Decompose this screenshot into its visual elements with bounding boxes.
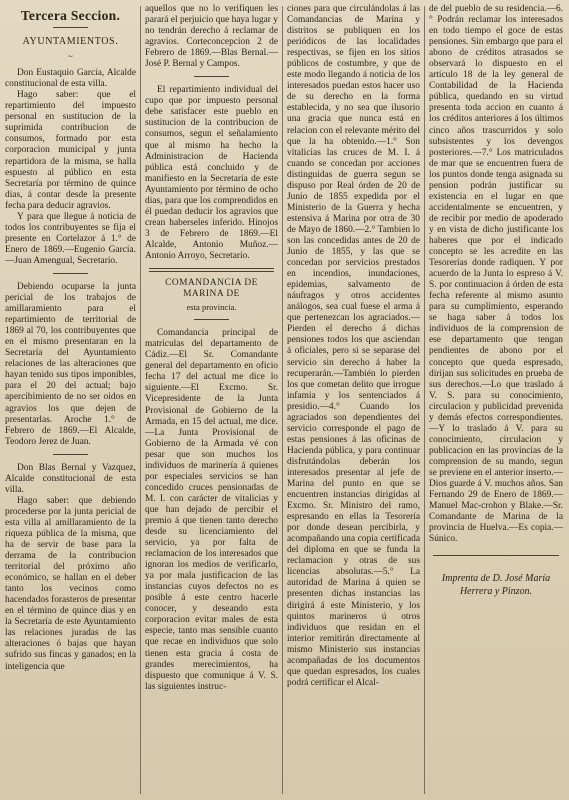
notice-body: de del pueblo de su residencia.—6.° Podrán reclamar los interesados en todo tiempo el goce de estas pensiones. Sin embargo que para el abono de créditos atrasados se observará lo dispuesto en el artículo 18 de la ley general de Contabilidad de la Hacienda pública, quedando en su virtud presenta toda accion en cuanto á los créditos anteriores á los últimos cinco años trascurridos y solo subsistentes y los devengos posteriores.—7.° Los matriculados de mar que se encuentren fuera de los puntos donde tenga asignada su pension podrán justificar su existencia en el lugar en que accidentalmente se encuentren, y de recibir por medio de apoderado y en vista de dicho justificante los haberes que por el indicado concepto se les acredite en las Tesorerías donde radiquen. Y por acuerdo de la Junta lo espreso á V. S. por continuacion á órden de esta fecha referente al mismo asunto para su cumplimiento, esperando se haga saber á todos los individuos de la comprension de ese departamento que tengan pendientes de abono por el concepto que queda espresado, dirijan sus solicitudes en prueba de sus derechos.—Lo que traslado á V. S. para su conocimiento, circulacion y publicidad prevenida y demás efectos correspondientes.—Y lo traslado á V. para su conocimiento, circulacion y publicacion en las provincias de la comprension de su mando, segun se previene en el anterior inserto.—Dios guarde á V. muchos años. San Fernando 29 de Enero de 1869.—Manuel Mac-crohon y Blake.—Sr. Comandante de Marina de la provincia de Huelva.—Es copia.—Súnico. xyxy=(429,4,563,545)
imprint-line: Imprenta de D. José María xyxy=(441,573,551,585)
notice-body: ciones para que circulándolas á las Comandancias de Marina y distritos se publiquen en los periódicos de las localidades respectivas, se fijen en los sitios públicos de costumbre, y que de este modo llegando á noticia de los interesados puedan estos hacer uso de su derecho en la forma establecida, y no sea que ilusorio una gracia que nunca está en relacion con el relevante mérito del que la ha obtenido.—1.° Son vitalicias las cruces de M. I. á cuando se concedan por acciones distinguidas de guerra segun se dispuso por Real órden de 20 de Junio de 1855 expedida por el Ministerio de la Guerra y hecha estensiva á Marina por otra de 30 de Mayo de 1860.—2.° Tambien lo son las concedidas antes de 20 de Junio de 1855, y las que se concedan por servicios prestados en incendios, inundaciones, epidemias, salvamento de náufragos y otros accidentes análogos, sea cual fuese el arma á que pertenezcan los agraciados.—Pierden el derecho á dichas pensiones todos los que asciendan á oficiales, pero si se separase del servicio sin derecho á haber la recuperarán.—También lo pierden los que cometan delito que irrogue infamia y los sentenciados á presidio.—4.° Cuando los agraciados son dependientes del servicio corresponde el pago de estas pensiones á las oficinas de Hacienda pública, y para continuar disfrutándolas deberán los interesados presentar al jefe de Marina del punto en que se encuentren instancias dirigidas al Excmo. Sr. Ministro del ramo, espresando en ellas la Tesorería por donde desean percibirla, y acompañando una copia certificada del diploma en que se funda la reclamacion y otras de sus licencias absolutas.—5.° La autoridad de Marina á quien se presenten dichas instancias las dirigirá á este Ministerio, y los quintos marineros ú otros individuos que residan en el interior remitirán directamente al mismo Ministerio sus instancias acompañadas de los documentos que quedan espresados, los cuales podrá certificar el Alcal- xyxy=(287,4,420,688)
divider xyxy=(433,555,559,556)
divider xyxy=(53,27,87,28)
notice-intro: Don Blas Bernal y Vazquez, Alcalde constitucional de esta villa. xyxy=(5,462,136,495)
divider xyxy=(149,268,274,272)
column-4 xyxy=(429,4,563,794)
notice-body: Hago saber: que el repartimiento del impuesto personal en sustitucion de la suprimida contribucion de consumos, formado por esta corporacion municipal y junta repartidora de la misma, se halla espuesto al público en esta Secretaría por término de quince dias, á contar desde la presente fecha para deducir agravios. xyxy=(5,90,136,211)
section-title: Tercera Seccion. xyxy=(20,8,121,23)
notice-intro: Don Eustaquio García, Alcalde constitucional de esta villa. xyxy=(5,68,136,90)
notice-body: Y para que llegue á noticia de todos los contribuyentes se fija el presente en Cortelazor á 1.° de Enero de 1869.—Eugenio García.—Juan Amengual, Secretario. xyxy=(5,211,136,266)
notice-body: Hago saber: que debiendo procederse por la junta pericial de esta villa al amillaramiento de la riqueza pública de la misma, que ha de servir de base para la derrama de la contribucion territorial del próximo año económico, se hallan en el deber tanto los vecinos como hacendados forasteros de presentar en el término de quince dias y en la Secretaría de este Ayuntamiento las relaciones juradas de las alteraciones ó bajas que hayan sufrido sus fincas y ganados; en la inteligencia que xyxy=(5,495,136,672)
column-1 xyxy=(5,4,136,794)
column-rule xyxy=(140,6,141,794)
column-rule xyxy=(282,6,283,794)
divider xyxy=(194,319,229,320)
column-rule xyxy=(424,6,425,794)
notice-body: Debiendo ocuparse la junta pericial de los trabajos de amillaramiento para el repartimiento de territorial de 1869 al 70, los contribuyentes que en el mismo presentaran en la Secretaría del Ayuntamiento relaciones de las alteraciones que hayan tenido sus tipos imponibles, para el 20 del actual; bajo apercibimiento de no ser oidos en agravios los que dejen de presentarlas. Aroche 1.° de Febrero de 1869.—El Alcalde, Teodoro Jerez de Juan. xyxy=(5,281,136,447)
column-3 xyxy=(287,4,420,794)
notice-body: El repartimiento individual del cupo que por impuesto personal debe satisfacer este pueblo en sustitucion de la contribucion de consumos, segun el señalamiento que al mismo ha hecho la Administracion de Hacienda pública está concluido y de manifiesto en la Secretaría de este Ayuntamiento por término de ocho dias, para que los comprendidos en él puedan deducir los agravios que crean haberseles inferido. Hinojos 3 de Febrero de 1869.—El Alcalde, Antonio Muñoz.—Antonio Arroyo, Secretario. xyxy=(145,85,278,261)
section-heading: COMANDANCIA DE MARINA DE xyxy=(165,278,258,300)
column-2 xyxy=(145,4,278,794)
section-subheading: esta provincia. xyxy=(186,302,237,313)
subsection-heading: AYUNTAMIENTOS. xyxy=(22,36,119,48)
divider-mark: ~ xyxy=(68,51,73,62)
divider xyxy=(53,273,87,274)
notice-body: Comandancia principal de matrículas del departamento de Cádiz.—El Sr. Comandante general del departamento en oficio fecha 17 del actual me dice lo siguiente.—El Excmo. Sr. Vicepresidente de la Junta Provisional de Gobierno de la Armada, en 15 del actual, me dice.—La Junta Provisional de Gobierno de la Armada vé con pesar que son muchos los individuos de marinería á quienes por especiales servicios se han concedido cruces pensionadas de M. I. con carácter de vitalicias y que han dejado de percibir el premio á que tienen tanto derecho desde su licenciamiento del servicio, ya por falta de reclamacion de los interesados que ignoran los medios de verificarlo, ya por mala justificacion de las instancias cuyos defectos no es posible á este centro hacerle conocer, y deseando esta corporacion evitar males de esta especie, tanto mas sensible cuanto que recae en individuos que solo tienen esta gracia á costa de grandes merecimientos, ha dispuesto que comunique á V. S. las siguientes instruc- xyxy=(145,328,278,692)
divider xyxy=(53,454,87,455)
notice-continuation: aquellos que no lo verifiquen les parará el perjuicio que haya lugar y no tendrán derecho á reclamar de agravios. Corteconcepcion 2 de Febrero de 1869.—Blas Bernal.—José P. Bernal y Campos. xyxy=(145,4,278,70)
divider xyxy=(194,76,229,77)
imprint-line: Herrera y Pinzon. xyxy=(459,586,533,598)
